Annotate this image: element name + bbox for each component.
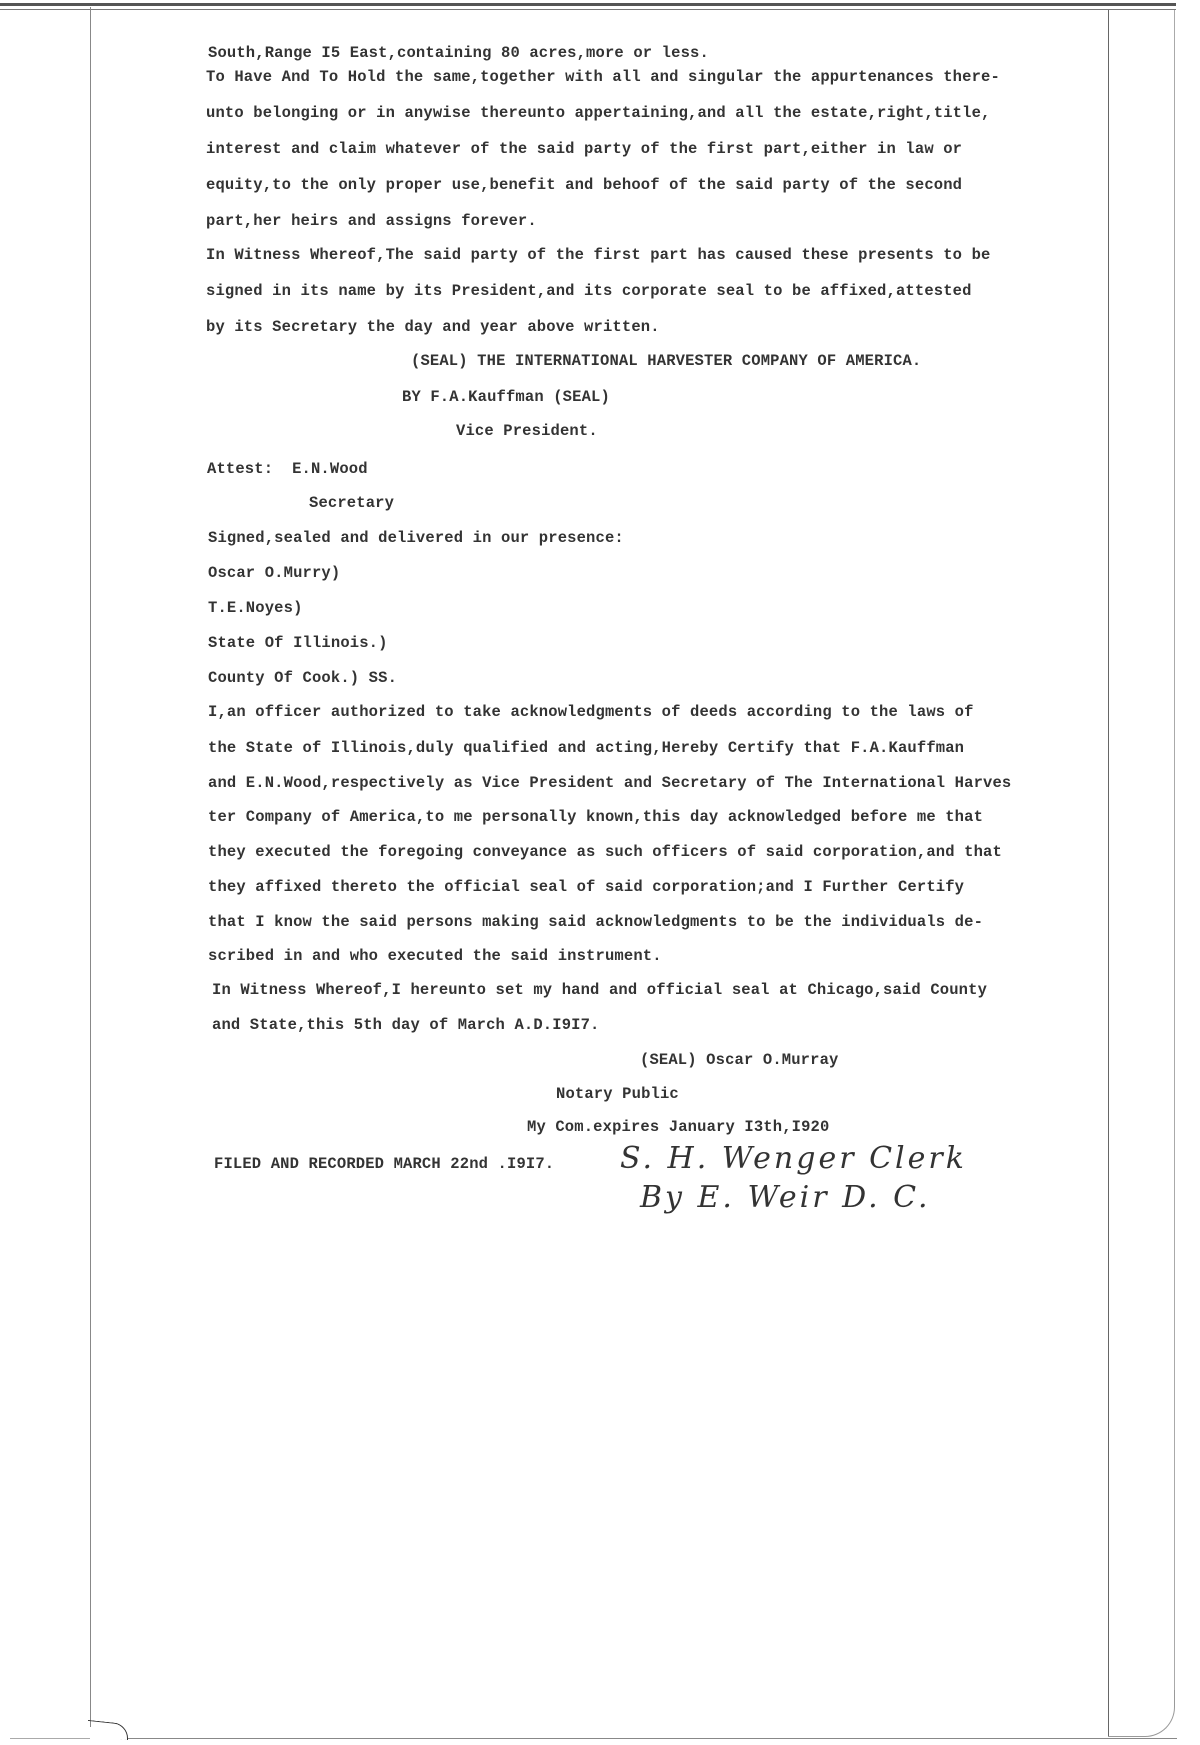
text-line: that I know the said persons making said acknowledgments to be the individuals de- bbox=[208, 913, 984, 931]
company-seal-line: (SEAL) THE INTERNATIONAL HARVESTER COMPANY OF AMERICA. bbox=[411, 352, 922, 370]
text-line: and E.N.Wood,respectively as Vice President and Secretary of The International Harves bbox=[208, 774, 1012, 792]
text-line: part,her heirs and assigns forever. bbox=[206, 212, 537, 230]
text-line: by its Secretary the day and year above written. bbox=[206, 318, 660, 336]
text-line: they executed the foregoing conveyance as such officers of said corporation,and that bbox=[208, 843, 1002, 861]
text-line: In Witness Whereof,The said party of the first part has caused these presents to be bbox=[206, 246, 991, 264]
witness-name: Oscar O.Murry) bbox=[208, 564, 341, 582]
right-margin-line bbox=[1108, 10, 1109, 1736]
text-line: scribed in and who executed the said instrument. bbox=[208, 947, 662, 965]
text-line: signed in its name by its President,and its corporate seal to be affixed,attested bbox=[206, 282, 972, 300]
witness-name: T.E.Noyes) bbox=[208, 599, 303, 617]
top-rule-thin bbox=[0, 9, 1176, 10]
text-line: South,Range I5 East,containing 80 acres,more or less. bbox=[208, 44, 709, 62]
text-line: In Witness Whereof,I hereunto set my hand and official seal at Chicago,said County bbox=[212, 981, 988, 999]
bottom-rule-left bbox=[10, 1738, 90, 1739]
signatory-title: Vice President. bbox=[456, 422, 598, 440]
by-signatory: BY F.A.Kauffman (SEAL) bbox=[402, 388, 610, 406]
left-margin-line bbox=[90, 7, 91, 1727]
text-line: I,an officer authorized to take acknowledgments of deeds according to the laws of bbox=[208, 703, 974, 721]
text-line: interest and claim whatever of the said party of the first part,either in law or bbox=[206, 140, 963, 158]
attest-line: Attest: E.N.Wood bbox=[207, 460, 368, 478]
top-rule bbox=[0, 3, 1176, 6]
venue-county: County Of Cook.) SS. bbox=[208, 669, 398, 687]
clerk-signature: S. H. Wenger Clerk bbox=[620, 1141, 967, 1176]
text-line: and State,this 5th day of March A.D.I9I7. bbox=[212, 1016, 600, 1034]
notary-signature: (SEAL) Oscar O.Murray bbox=[640, 1051, 839, 1069]
text-line: they affixed thereto the official seal of said corporation;and I Further Certify bbox=[208, 878, 965, 896]
text-line: To Have And To Hold the same,together with all and singular the appurtenances there- bbox=[206, 68, 1000, 86]
page-edge bbox=[1174, 10, 1175, 1690]
witness-intro: Signed,sealed and delivered in our presence: bbox=[208, 529, 624, 547]
notary-commission: My Com.expires January I3th,I920 bbox=[527, 1118, 830, 1136]
venue-state: State Of Illinois.) bbox=[208, 634, 388, 652]
attest-title: Secretary bbox=[309, 494, 395, 512]
notary-title: Notary Public bbox=[556, 1085, 679, 1103]
deputy-clerk-signature: By E. Weir D. C. bbox=[640, 1180, 931, 1215]
bottom-rule bbox=[127, 1738, 1177, 1739]
page-tab-curve bbox=[88, 1720, 128, 1740]
text-line: equity,to the only proper use,benefit and behoof of the said party of the second bbox=[206, 176, 963, 194]
text-line: ter Company of America,to me personally known,this day acknowledged before me that bbox=[208, 808, 984, 826]
page-corner bbox=[1108, 1690, 1175, 1737]
filed-recorded: FILED AND RECORDED MARCH 22nd .I9I7. bbox=[214, 1155, 555, 1173]
text-line: the State of Illinois,duly qualified and acting,Hereby Certify that F.A.Kauffman bbox=[208, 739, 965, 757]
text-line: unto belonging or in anywise thereunto appertaining,and all the estate,right,title, bbox=[206, 104, 991, 122]
